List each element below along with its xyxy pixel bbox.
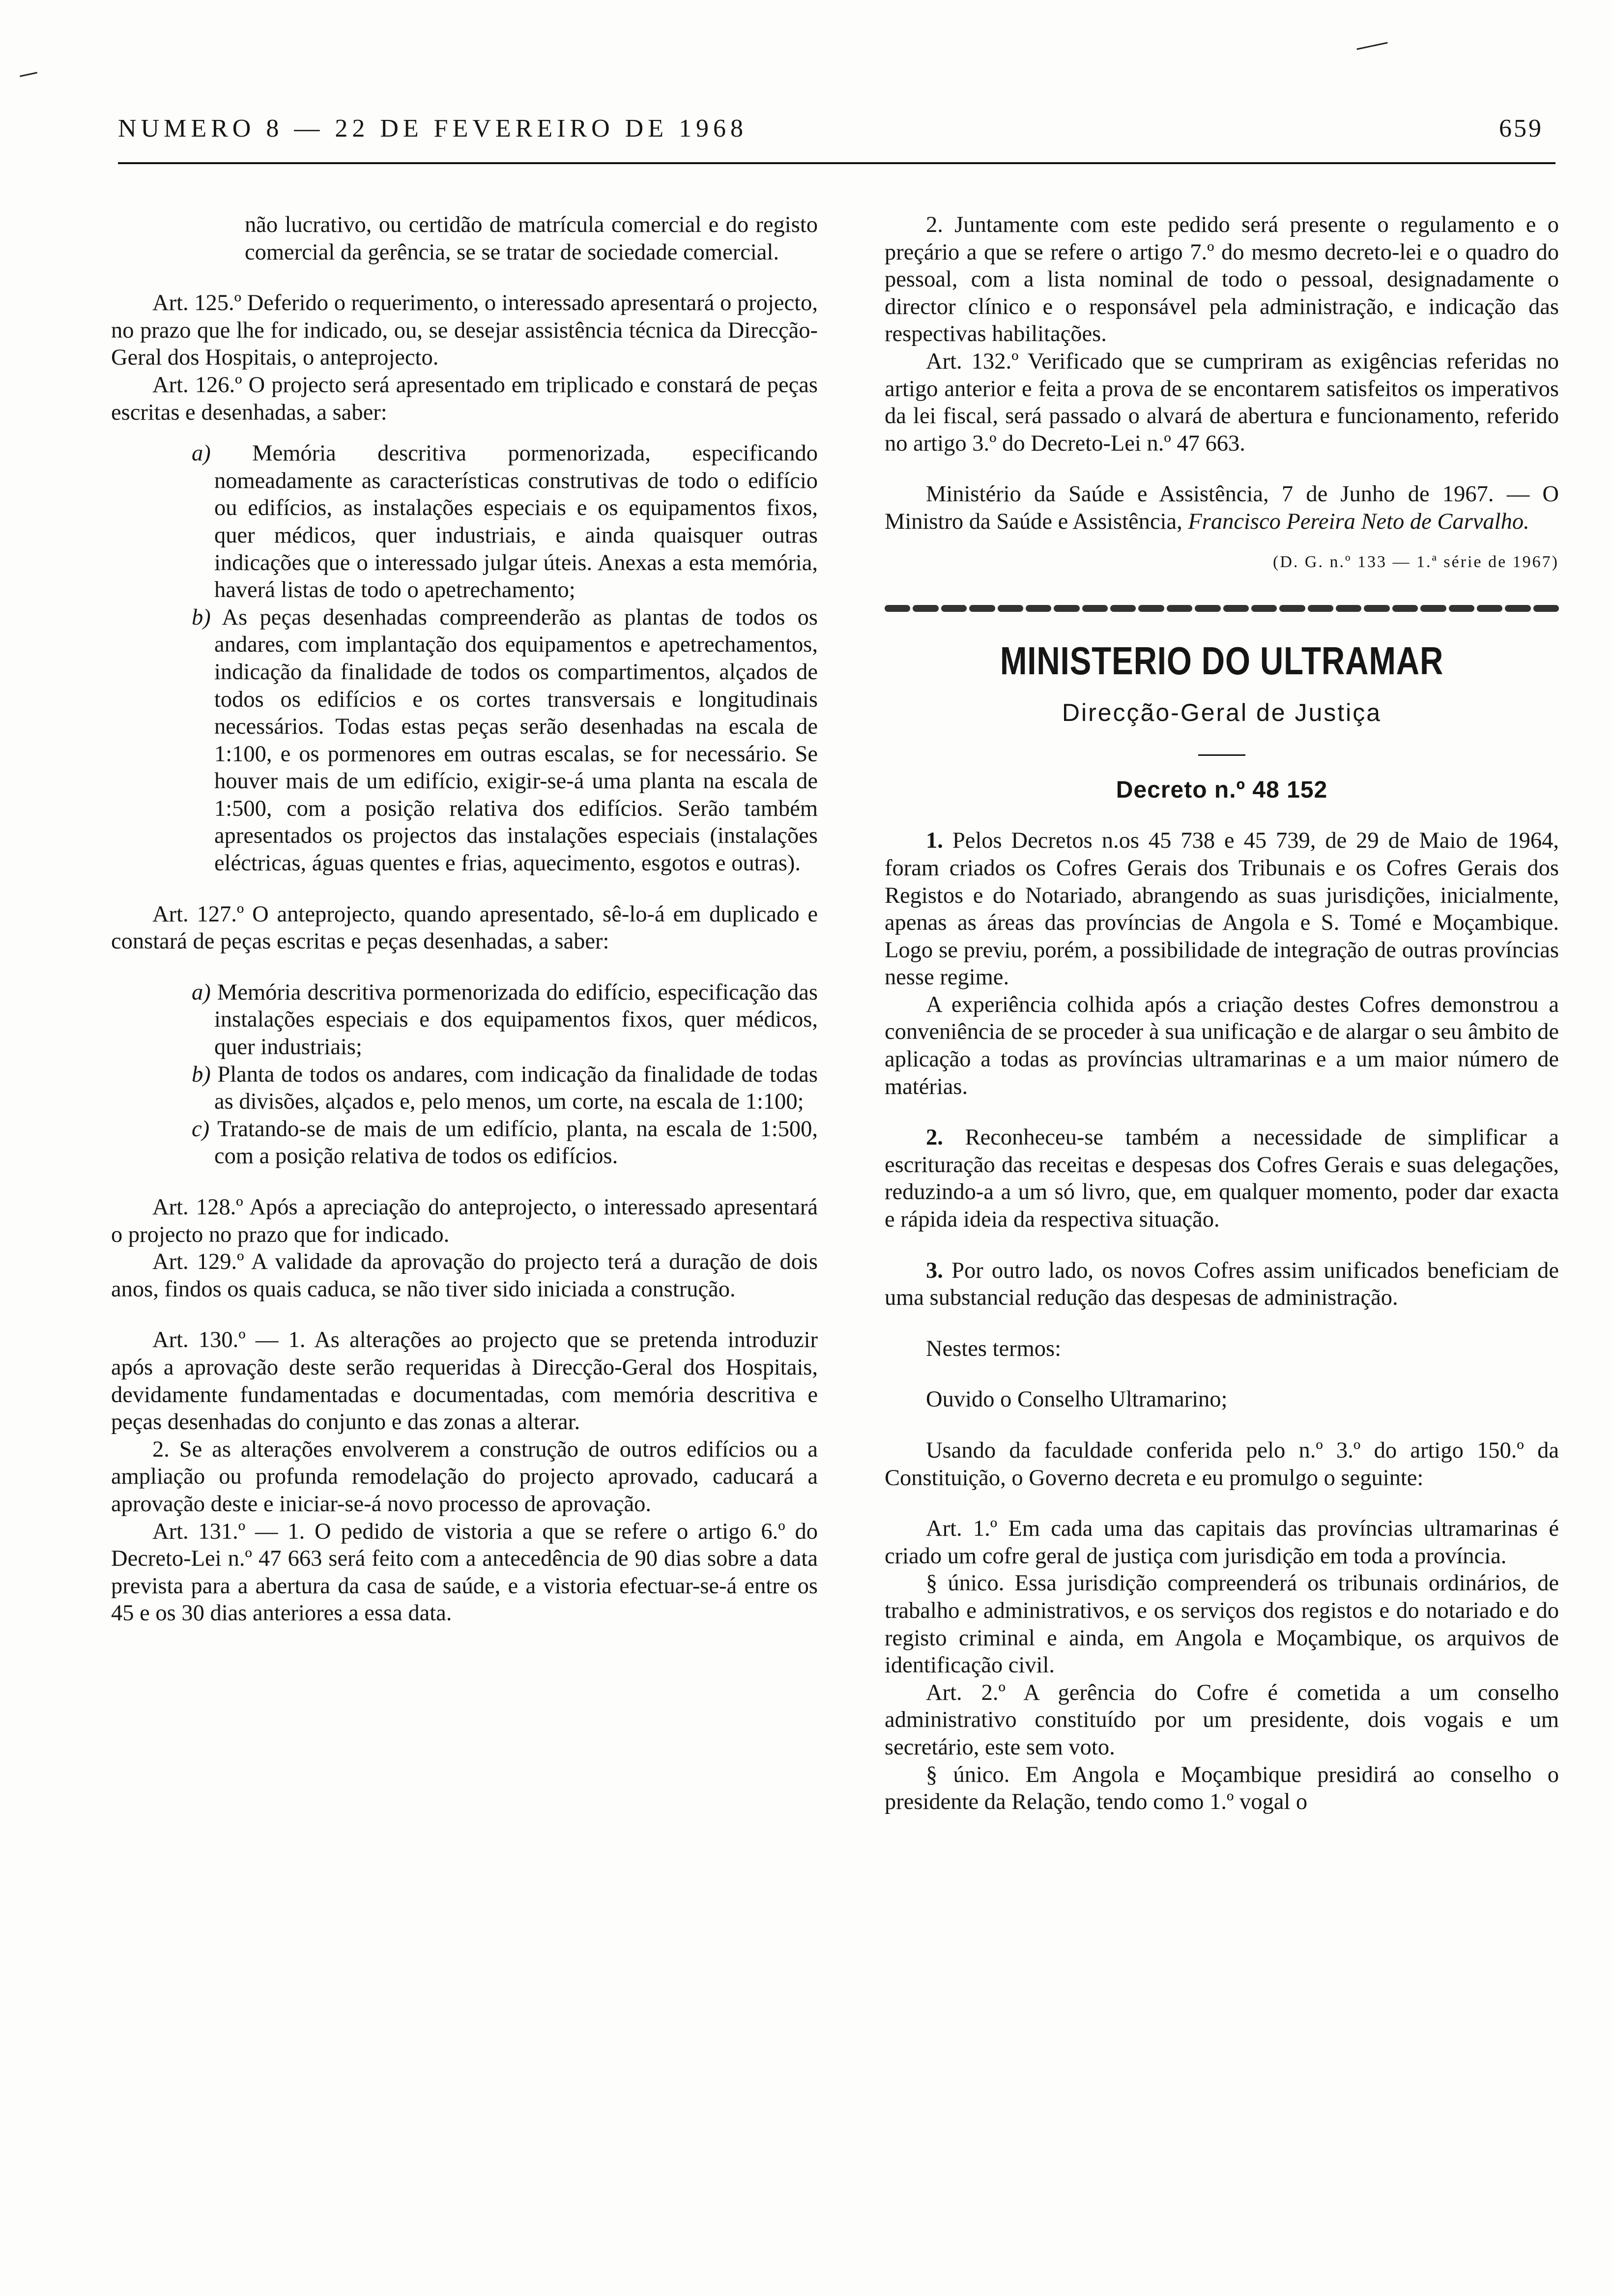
article-132: Art. 132.º Verificado que se cumpriram as exigências referidas no artigo anterior e feita a prova de se encontarem satisfeitos os imperativos da lei fiscal, será passado o alvará de abertura e funcionamento, referido no artigo 3.º do Decreto-Lei n.º 47 663. (885, 348, 1559, 456)
paragraph-text: Pelos Decretos n.os 45 738 e 45 739, de 29 de Maio de 1964, foram criados os Cofres Gerais dos Tribunais e os Cofres Gerais dos Registos e do Notariado, abrangendo as suas jurisdições, inicialmente, apenas as áreas das províncias de Angola e S. Tomé e Moçambique. Logo se previu, porém, a possibilidade de integração de outras províncias nesse regime. (885, 828, 1559, 990)
item-text: Memória descritiva pormenorizada do edifício, especificação das instalações especiais e dos equipamentos fixos, quer médicos, quer industriais; (214, 979, 818, 1060)
article-130-2: 2. Se as alterações envolverem a construção de outros edifícios ou a ampliação ou profunda remodelação do projecto aprovado, caducará a aprovação deste e iniciar-se-á novo processo de aprovação. (111, 1436, 818, 1517)
ornament-link (1477, 605, 1502, 612)
ornament-link (1082, 605, 1108, 612)
article-129: Art. 129.º A validade da aprovação do projecto terá a duração de dois anos, findos os quais caduca, se não tiver sido iniciada a construção. (111, 1249, 818, 1302)
signature (885, 481, 1559, 535)
right-column (885, 211, 1559, 1816)
ornament-link (1110, 605, 1136, 612)
paragraph-text: Por outro lado, os novos Cofres assim unificados beneficiam de uma substancial redução das despesas de administração. (885, 1258, 1559, 1311)
source-citation: (D. G. n.º 133 — 1.ª série de 1967) (1273, 552, 1559, 571)
ornament-link (1336, 605, 1361, 612)
article-127: Art. 127.º O anteprojecto, quando apresentado, sê-lo-á em duplicado e constará de peças escritas e peças desenhadas, a saber: (111, 901, 818, 954)
ornament-link (1195, 605, 1220, 612)
running-title: NUMERO 8 — 22 DE FEVEREIRO DE 1968 (118, 115, 748, 143)
article-130: Art. 130.º — 1. As alterações ao projecto que se pretenda introduzir após a aprovação deste serão requeridas à Direcção-Geral dos Hospitais, devidamente fundamentadas e documentadas, com memória descritiva e peças desenhadas do conjunto e das zonas a alterar. (111, 1327, 818, 1435)
decree-article-2: Art. 2.º A gerência do Cofre é cometida a um conselho administrativo constituído por um presidente, dois vogais e um secretário, este sem voto. (885, 1680, 1559, 1760)
paragraph-number: 1. (926, 828, 943, 854)
ornament-link (1449, 605, 1474, 612)
item-text: As peças desenhadas compreenderão as plantas de todos os andares, com implantação dos equipamentos e apetrechamentos, indicação da finalidade de todos os compartimentos, alçados de todos os edifícios e os cortes transversais e longitudinais necessários. Todas estas peças serão desenhadas na escala de 1:100, e os pormenores em outras escalas, se for necessário. Se houver mais de um edifício, exigir-se-á uma planta na escala de 1:500, com a posição relativa dos edifícios. Serão também apresentados os projectos das instalações especiais (instalações eléctricas, águas quentes e frias, aquecimento, esgotos e outras). (214, 604, 818, 876)
item-marker: b) (192, 1062, 211, 1087)
ornament-link (1392, 605, 1418, 612)
item-text: Tratando-se de mais de um edifício, planta, na escala de 1:500, com a posição relativa de todos os edifícios. (214, 1116, 818, 1169)
header-rule (118, 162, 1555, 164)
article-131: Art. 131.º — 1. O pedido de vistoria a que se refere o artigo 6.º do Decreto-Lei n.º 47 663 será feito com a antecedência de 90 dias sobre a data prevista para a abertura da casa de saúde, e a vistoria efectuar-se-á entre os 45 e os 30 dias anteriores a essa data. (111, 1519, 818, 1626)
ornament-link (1223, 605, 1249, 612)
paragraph-number: 2. (926, 1125, 943, 1150)
ornament-link (1251, 605, 1277, 612)
list-item (111, 979, 818, 1061)
signatory-name: Francisco Pereira Neto de Carvalho. (1188, 509, 1529, 534)
scan-mark (1356, 42, 1387, 50)
decree-paragraph: Nestes termos: (926, 1336, 1062, 1361)
decree-paragraph: A experiência colhida após a criação destes Cofres demonstrou a conveniência de se proceder à sua unificação e de alargar o seu âmbito de aplicação a todas as províncias ultramarinas e a um maior número de matérias. (885, 992, 1559, 1099)
decree-article-1: Art. 1.º Em cada uma das capitais das províncias ultramarinas é criado um cofre geral de justiça com jurisdição em toda a província. (885, 1516, 1559, 1569)
decree-title: Decreto n.º 48 152 (1116, 776, 1328, 803)
ministry-heading: MINISTERIO DO ULTRAMAR (1000, 639, 1444, 683)
page-header (118, 114, 1543, 153)
paragraph-number: 3. (926, 1258, 943, 1283)
page-number: 659 (1499, 115, 1543, 143)
list-item (111, 1116, 818, 1170)
list-item (111, 440, 818, 604)
directorate-heading: Direcção-Geral de Justiça (1062, 699, 1382, 727)
ornament-link (1026, 605, 1051, 612)
ornament-link (998, 605, 1023, 612)
ornament-link (1167, 605, 1192, 612)
item-marker: a) (192, 979, 211, 1005)
ornament-link (1054, 605, 1079, 612)
ornament-link (941, 605, 967, 612)
ornament-link (1308, 605, 1333, 612)
decree-paragraph: Usando da faculdade conferida pelo n.º 3.º do artigo 150.º da Constituição, o Governo decreta e eu promulgo o seguinte: (885, 1438, 1559, 1491)
ornament-link (1420, 605, 1446, 612)
article-128: Art. 128.º Após a apreciação do anteprojecto, o interessado apresentará o projecto no prazo que for indicado. (111, 1195, 818, 1247)
ornament-link (1505, 605, 1530, 612)
section-dash (1198, 754, 1245, 756)
item-marker: c) (192, 1116, 210, 1142)
decree-paragraph: § único. Em Angola e Moçambique presidirá ao conselho o presidente da Relação, tendo como 1.º vogal o (885, 1762, 1559, 1815)
article-131-2: 2. Juntamente com este pedido será presente o regulamento e o preçário a que se refere o artigo 7.º do mesmo decreto-lei e o quadro do pessoal, com a lista nominal de todo o pessoal, designadamente o director clínico e o responsável pela administração, e indicação das respectivas habilitações. (885, 212, 1559, 347)
ornament-link (913, 605, 938, 612)
article-125: Art. 125.º Deferido o requerimento, o interessado apresentará o projecto, no prazo que lhe for indicado, ou, se desejar assistência técnica da Direcção-Geral dos Hospitais, o anteprojecto. (111, 290, 818, 371)
decree-paragraph (885, 827, 1559, 991)
left-column (111, 211, 818, 1627)
ornament-link (885, 605, 910, 612)
paragraph: não lucrativo, ou certidão de matrícula comercial e do registo comercial da gerência, se se tratar de sociedade comercial. (245, 212, 818, 265)
list-item (111, 1061, 818, 1116)
scan-mark (20, 72, 37, 77)
item-marker: b) (192, 604, 211, 630)
decree-paragraph: § único. Essa jurisdição compreenderá os tribunais ordinários, de trabalho e administrativos, e os serviços dos registos e do notariado e do registo criminal e ainda, em Angola e Moçambique, os arquivos de identificação civil. (885, 1571, 1559, 1678)
decree-paragraph: Ouvido o Conselho Ultramarino; (926, 1387, 1228, 1412)
decree-paragraph (885, 1257, 1559, 1312)
signature-text: Ministério da Saúde e Assistência, 7 de Junho de 1967. — O Ministro da Saúde e Assistência, (885, 482, 1559, 534)
ornament-link (1138, 605, 1164, 612)
list-item (111, 604, 818, 877)
ornament-link (1364, 605, 1389, 612)
item-marker: a) (192, 441, 211, 466)
ornamental-divider (885, 602, 1559, 615)
ornament-link (1533, 605, 1559, 612)
ornament-link (969, 605, 995, 612)
decree-paragraph (885, 1124, 1559, 1233)
ornament-link (1279, 605, 1305, 612)
item-text: Memória descritiva pormenorizada, especificando nomeadamente as características construtivas de todo o edifício ou edifícios, as instalações especiais e os equipamentos fixos, quer médicos, quer industriais, e ainda quaisquer outras indicações que o interessado julgar úteis. Anexas a esta memória, haverá listas de todo o apetrechamento; (214, 441, 818, 603)
item-text: Planta de todos os andares, com indicação da finalidade de todas as divisões, alçados e, pelo menos, um corte, na escala de 1:100; (214, 1062, 818, 1115)
article-126: Art. 126.º O projecto será apresentado em triplicado e constará de peças escritas e desenhadas, a saber: (111, 372, 818, 425)
paragraph-text: Reconheceu-se também a necessidade de simplificar a escrituração das receitas e despesas dos Cofres Gerais e suas delegações, reduzindo-a a um só livro, que, em qualquer momento, poder dar exacta e rápida ideia da respectiva situação. (885, 1125, 1559, 1233)
